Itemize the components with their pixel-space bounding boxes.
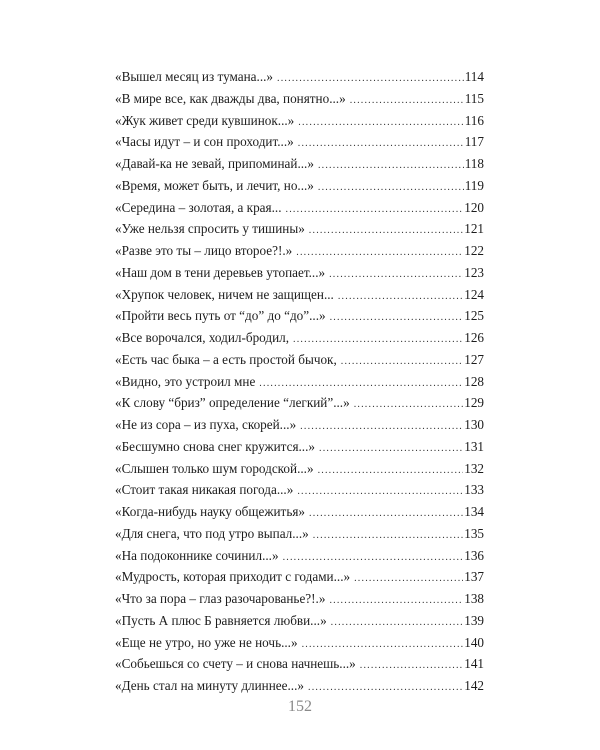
toc-entry [115, 327, 484, 349]
toc-dot-leader [259, 373, 463, 395]
toc-entry-page: 142 [464, 678, 484, 693]
toc-entry-title: «Собьешься со счету – и снова начнешь...» [115, 656, 356, 672]
toc-entry [115, 305, 484, 327]
toc-entry [115, 218, 484, 240]
toc-entry [115, 66, 484, 88]
toc-dot-leader [277, 68, 464, 90]
toc-entry-title: «Еще не утро, но уже не ночь...» [115, 634, 298, 650]
toc-entry-page: 138 [464, 591, 484, 606]
toc-entry-title: «Хрупок человек, ничем не защищен... [115, 286, 334, 302]
toc-dot-leader [318, 460, 464, 482]
toc-dot-leader [330, 307, 464, 329]
toc-dot-leader [354, 394, 464, 416]
toc-entry-title: «Пройти весь путь от “до” до “до”...» [115, 308, 326, 324]
toc-dot-leader [308, 677, 463, 699]
toc-dot-leader [360, 655, 463, 677]
toc-entry-page: 127 [464, 351, 484, 367]
toc-entry [115, 262, 484, 284]
toc-entry-title: «Время, может быть, и лечит, но...» [115, 177, 314, 193]
toc-dot-leader [338, 286, 463, 308]
toc-entry-page: 123 [464, 264, 484, 280]
toc-entry-page: 130 [464, 417, 484, 432]
toc-entry-page: 137 [464, 569, 484, 585]
toc-entry-title: «Жук живет среди кувшинок...» [115, 112, 295, 128]
toc-dot-leader [329, 590, 463, 612]
toc-entry [115, 610, 484, 632]
toc-entry-page: 132 [464, 460, 484, 476]
toc-entry [115, 414, 484, 436]
toc-entry [115, 479, 484, 501]
toc-entry-title: «Есть час быка – а есть простой бычок, [115, 351, 337, 367]
toc-dot-leader [302, 634, 464, 656]
toc-entry [115, 653, 484, 675]
toc-entry-page: 120 [464, 199, 484, 215]
toc-dot-leader [283, 547, 464, 569]
toc-entry [115, 501, 484, 523]
toc-entry [115, 175, 484, 197]
toc-entry-page: 124 [464, 286, 484, 302]
toc-entry-page: 131 [464, 438, 484, 454]
toc-entry-page: 129 [464, 395, 484, 411]
toc-entry-title: «Разве это ты – лицо второе?!.» [115, 243, 293, 258]
toc-entry-title: «Когда-нибудь науку общежитья» [115, 504, 305, 519]
toc-entry-page: 115 [464, 90, 484, 106]
toc-entry-page: 114 [464, 69, 484, 84]
table-of-contents [115, 66, 484, 697]
toc-entry-title: «Бесшумно снова снег кружится...» [115, 438, 315, 454]
toc-entry-title: «Вышел месяц из тумана...» [115, 69, 274, 84]
toc-entry [115, 632, 484, 654]
toc-entry-page: 136 [464, 547, 484, 563]
toc-dot-leader [293, 329, 463, 351]
toc-entry-page: 134 [464, 504, 484, 519]
toc-entry-title: «Стоит такая никакая погода...» [115, 482, 294, 498]
toc-entry-title: «День стал на минуту длиннее...» [115, 678, 304, 693]
toc-entry-page: 133 [464, 482, 484, 498]
toc-dot-leader [354, 568, 463, 590]
toc-entry [115, 523, 484, 545]
toc-entry-title: «Мудрость, которая приходит с годами...» [115, 569, 351, 585]
toc-entry-title: «Все ворочался, ходил-бродил, [115, 330, 290, 345]
toc-entry-page: 141 [464, 656, 484, 672]
toc-entry-title: «Давай-ка не зевай, припоминай...» [115, 156, 314, 171]
toc-entry-page: 128 [464, 373, 484, 389]
toc-entry-page: 118 [464, 156, 484, 171]
toc-entry [115, 436, 484, 458]
toc-entry [115, 88, 484, 110]
toc-entry-title: «Середина – золотая, а края... [115, 199, 282, 215]
page-number: 152 [288, 698, 312, 715]
toc-entry [115, 240, 484, 262]
toc-dot-leader [331, 612, 464, 634]
toc-dot-leader [329, 264, 463, 286]
toc-entry-page: 140 [464, 634, 484, 650]
toc-entry-title: «К слову “бриз” определение “легкий”...» [115, 395, 350, 411]
toc-entry-title: «В мире все, как дважды два, понятно...» [115, 90, 346, 106]
toc-dot-leader [318, 155, 464, 177]
toc-entry [115, 131, 484, 153]
toc-entry-title: «Наш дом в тени деревьев утопает...» [115, 264, 326, 280]
toc-entry-title: «Уже нельзя спросить у тишины» [115, 221, 305, 237]
toc-dot-leader [298, 133, 464, 155]
toc-dot-leader [297, 481, 463, 503]
toc-entry-page: 122 [464, 243, 484, 258]
toc-dot-leader [313, 525, 463, 547]
toc-entry-page: 116 [464, 112, 484, 128]
toc-dot-leader [296, 242, 463, 264]
toc-entry-title: «На подоконнике сочинил...» [115, 547, 279, 563]
toc-entry [115, 588, 484, 610]
toc-entry-page: 121 [464, 221, 484, 237]
toc-entry-title: «Видно, это устроил мне [115, 373, 256, 389]
toc-entry [115, 545, 484, 567]
toc-entry [115, 110, 484, 132]
toc-entry-page: 119 [464, 177, 484, 193]
toc-entry-page: 117 [464, 134, 484, 150]
toc-entry [115, 371, 484, 393]
toc-dot-leader [350, 90, 464, 112]
toc-entry-page: 125 [464, 308, 484, 324]
toc-entry [115, 197, 484, 219]
toc-entry-title: «Часы идут – и сон проходит...» [115, 134, 294, 150]
toc-dot-leader [298, 112, 463, 134]
toc-entry [115, 349, 484, 371]
toc-entry-title: «Что за пора – глаз разочарованье?!.» [115, 591, 326, 606]
toc-entry [115, 392, 484, 414]
toc-dot-leader [309, 503, 463, 525]
toc-dot-leader [341, 351, 463, 373]
toc-entry [115, 675, 484, 697]
toc-entry-title: «Не из сора – из пуха, скорей...» [115, 417, 297, 432]
toc-entry-title: «Для снега, что под утро выпал...» [115, 525, 309, 541]
toc-entry-title: «Слышен только шум городской...» [115, 460, 314, 476]
toc-dot-leader [286, 199, 464, 221]
toc-entry-page: 135 [464, 525, 484, 541]
toc-dot-leader [309, 220, 463, 242]
toc-entry-page: 126 [464, 330, 484, 345]
toc-entry-title: «Пусть А плюс Б равняется любви...» [115, 612, 327, 628]
toc-dot-leader [300, 416, 463, 438]
toc-entry-page: 139 [464, 612, 484, 628]
toc-entry [115, 284, 484, 306]
toc-entry [115, 458, 484, 480]
toc-entry [115, 153, 484, 175]
toc-entry [115, 566, 484, 588]
toc-dot-leader [318, 177, 464, 199]
toc-dot-leader [319, 438, 463, 460]
